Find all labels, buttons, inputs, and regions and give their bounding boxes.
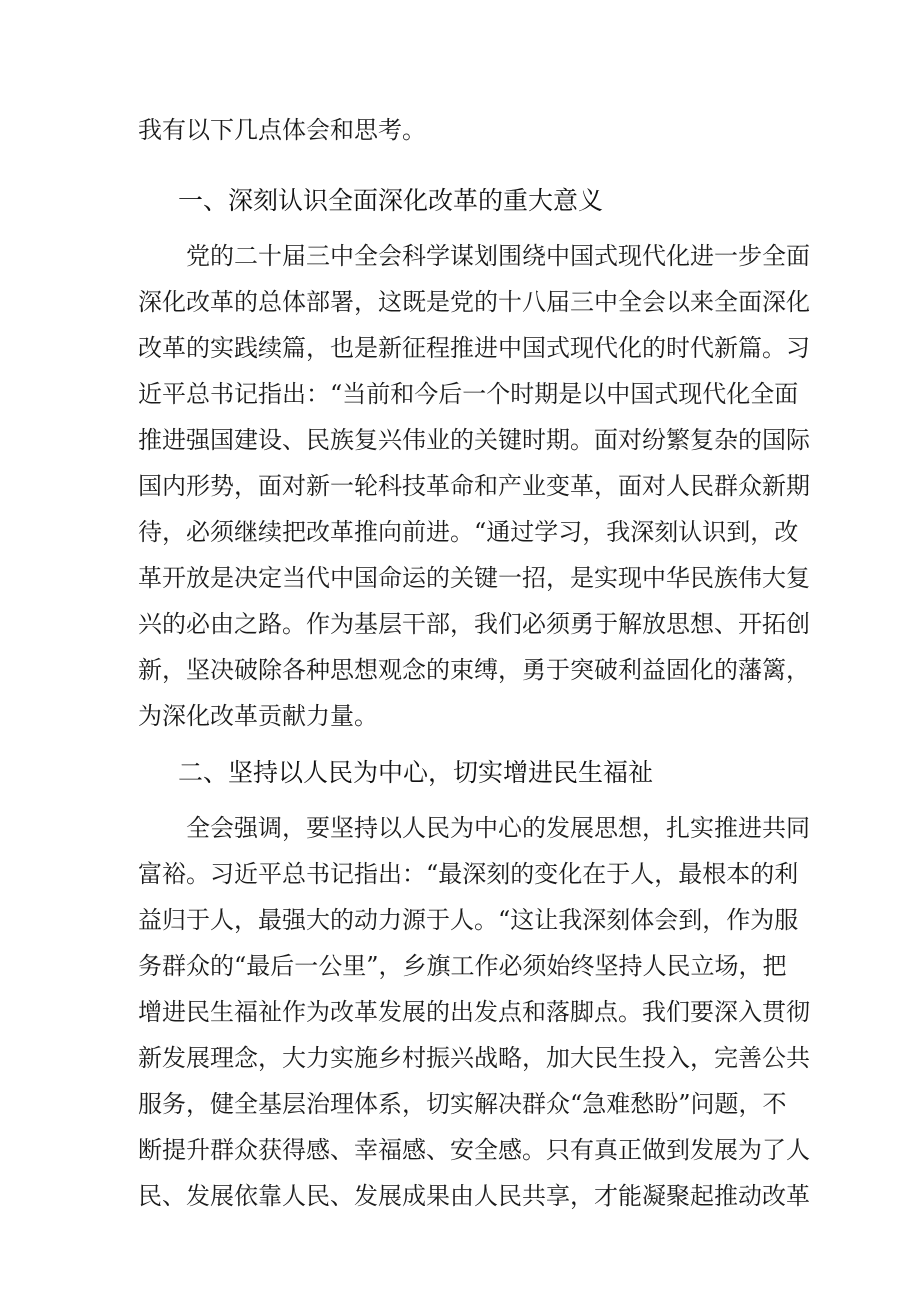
section-1-line: 推进强国建设、民族复兴伟业的关键时期。面对纷繁复杂的国际 [138, 426, 810, 454]
section-2-line: 益归于人，最强大的动力源于人。“这让我深刻体会到，作为服 [138, 906, 799, 934]
section-1-line: 国内形势，面对新一轮科技革命和产业变革，面对人民群众新期 [138, 472, 810, 500]
section-1-heading: 一、深刻认识全面深化改革的重大意义 [178, 186, 604, 215]
section-1-line: 新，坚决破除各种思想观念的束缚，勇于突破利益固化的藩篱， [138, 656, 810, 684]
section-1-line: 党的二十届三中全会科学谋划围绕中国式现代化进一步全面 [186, 242, 810, 270]
section-2-line: 新发展理念，大力实施乡村振兴战略，加大民生投入，完善公共 [138, 1044, 810, 1072]
section-1-line: 待，必须继续把改革推向前进。“通过学习，我深刻认识到，改 [138, 518, 799, 546]
section-2-line: 务群众的“最后一公里”，乡旗工作必须始终坚持人民立场，把 [138, 952, 787, 980]
section-1-line: 革开放是决定当代中国命运的关键一招，是实现中华民族伟大复 [138, 564, 810, 592]
section-1-line: 近平总书记指出：“当前和今后一个时期是以中国式现代化全面 [138, 380, 799, 408]
section-2-line: 服务，健全基层治理体系，切实解决群众“急难愁盼”问题，不 [138, 1090, 787, 1118]
intro-line: 我有以下几点体会和思考。 [138, 116, 426, 144]
section-1-line: 改革的实践续篇，也是新征程推进中国式现代化的时代新篇。习 [138, 334, 810, 362]
section-1-line: 深化改革的总体部署，这既是党的十八届三中全会以来全面深化 [138, 288, 810, 316]
section-2-line: 富裕。习近平总书记指出：“最深刻的变化在于人，最根本的利 [138, 860, 799, 888]
section-1-line: 兴的必由之路。作为基层干部，我们必须勇于解放思想、开拓创 [138, 610, 810, 638]
section-2-line: 断提升群众获得感、幸福感、安全感。只有真正做到发展为了人 [138, 1136, 810, 1164]
section-1-line: 为深化改革贡献力量。 [138, 702, 378, 730]
section-2-heading: 二、坚持以人民为中心，切实增进民生福祉 [178, 758, 654, 787]
section-2-line: 全会强调，要坚持以人民为中心的发展思想，扎实推进共同 [186, 814, 810, 842]
section-2-line: 增进民生福祉作为改革发展的出发点和落脚点。我们要深入贯彻 [138, 998, 810, 1026]
section-2-line: 民、发展依靠人民、发展成果由人民共享，才能凝聚起推动改革 [138, 1182, 810, 1210]
